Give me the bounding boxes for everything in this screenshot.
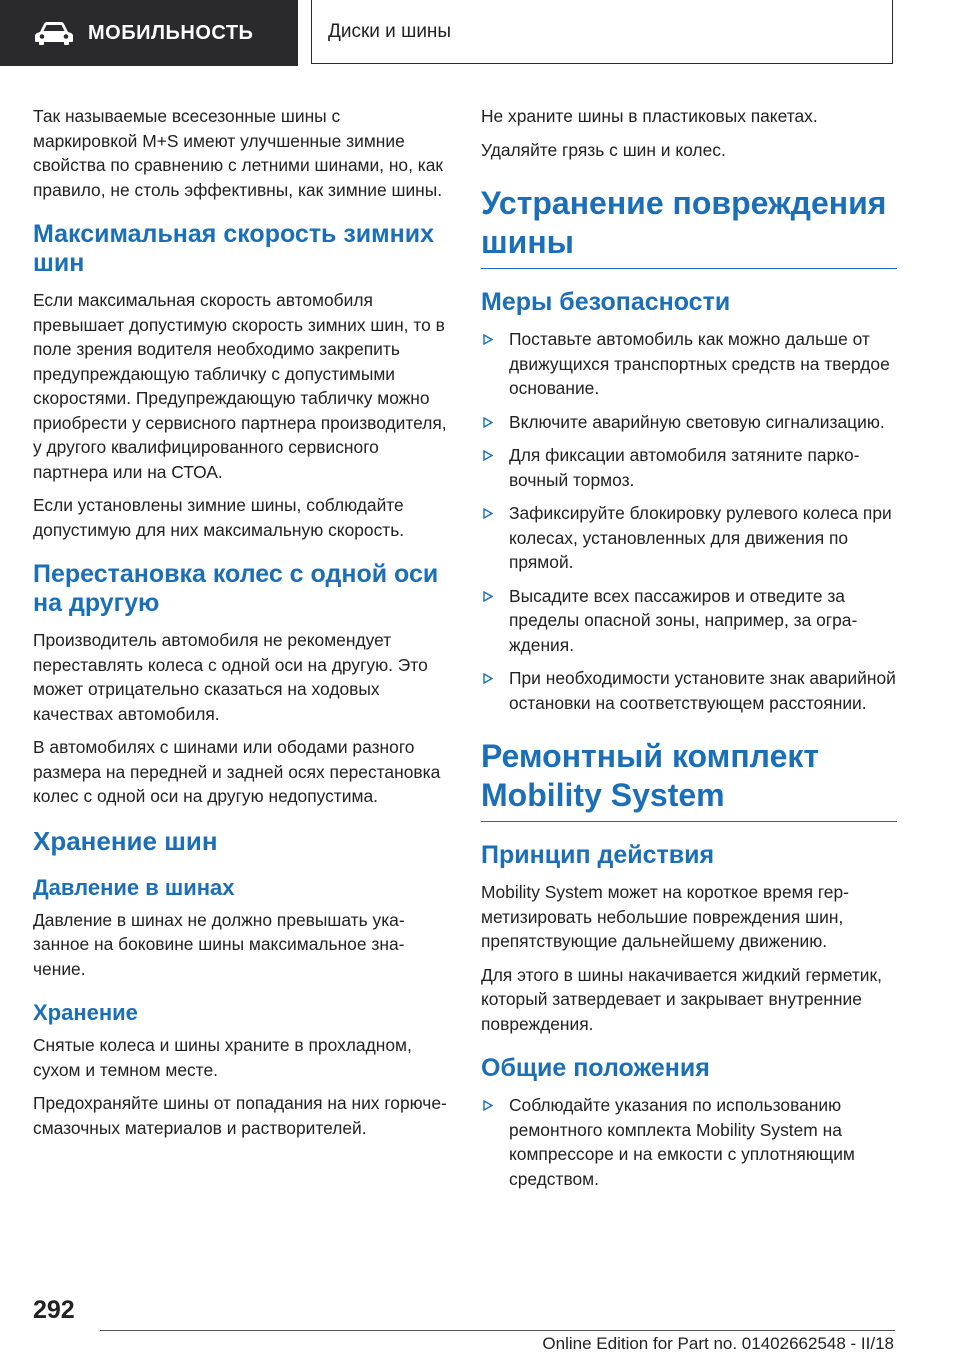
triangle-bullet-icon xyxy=(483,450,493,461)
triangle-bullet-icon xyxy=(483,673,493,684)
heading-tire-pressure: Давление в шинах xyxy=(33,874,235,900)
triangle-bullet-icon xyxy=(483,508,493,519)
paragraph-max-speed-2: Если установлены зимние шины, соблюдайте допустимую для них максимальную скорость. xyxy=(33,495,405,540)
paragraph-tire-pressure: Давление в шинах не должно превышать указанное на боковине шины максимальное значение. xyxy=(33,909,405,979)
paragraph-remove-dirt: Удаляйте грязь с шин и колес. xyxy=(481,139,726,160)
list-item: Зафиксируйте блокировку рулевого колеса при колесах, установленных для движения по прямой. xyxy=(481,501,897,575)
heading-tire-damage-repair: Устранение повреждения шины xyxy=(481,184,897,269)
paragraph-max-speed-1: Если максимальная скорость автомобиля превышает допустимую скорость зимних шин, то в поле зрения водителя необходимо закрепить предупреждающую табличку с допустимыми скоростями. Предупреждающую табличку можно приобрести у сервисного партнера производителя, у другого квалифицированного сервисного партнера или на СТОА. xyxy=(33,290,447,482)
section-tab xyxy=(0,0,298,66)
list-item: Соблюдайте указания по использованию ремонтного комплекта Mobility System на компрессоре и на емкости с уплотняющим средством. xyxy=(481,1093,897,1191)
heading-tire-storage: Хранение шин xyxy=(33,825,218,856)
list-item: Включите аварийную световую сигнализацию. xyxy=(481,410,897,435)
paragraph-no-plastic-bags: Не храните шины в пластиковых пакетах. xyxy=(481,106,818,126)
page-footer xyxy=(0,1290,960,1362)
chapter-title-text: Диски и шины xyxy=(328,20,452,42)
safety-list xyxy=(481,327,897,715)
heading-wheel-rotation: Перестановка колес с одной оси на другую xyxy=(33,560,439,617)
heading-mobility-system: Ремонтный комплект Mobility System xyxy=(481,737,897,822)
heading-operating-principle: Принцип действия xyxy=(481,841,715,869)
footer-divider xyxy=(100,1330,895,1331)
heading-max-speed: Максимальная скорость зимних шин xyxy=(33,220,435,277)
heading-storage: Хранение xyxy=(33,1000,138,1025)
paragraph-rotation-1: Производитель автомобиля не рекомендует переставлять колеса с одной оси на другую. Это может отрицательно сказаться на ходовых качествах автомобиля. xyxy=(33,630,428,724)
triangle-bullet-icon xyxy=(483,1100,493,1111)
chapter-title xyxy=(311,0,893,64)
left-column xyxy=(33,104,448,1149)
right-column xyxy=(481,104,897,1200)
heading-safety-measures: Меры безопасности xyxy=(481,288,731,316)
paragraph-rotation-2: В автомобилях с шинами или ободами разного размера на передней и задней осях перестановка колес с одной оси на другую недопустима. xyxy=(33,737,441,806)
list-item: При необходимости установите знак аварийной остановки на соответствующем расстоянии. xyxy=(481,666,897,715)
paragraph-principle-1: Mobility System может на короткое время герметизировать небольшие повреждения шин, препятствующие дальнейшему движению. xyxy=(481,882,849,951)
car-icon xyxy=(34,20,74,46)
edition-text: Online Edition for Part no. 01402662548 - II/18 xyxy=(542,1334,894,1353)
paragraph-storage-1: Снятые колеса и шины храните в прохладном, сухом и темном месте. xyxy=(33,1035,412,1080)
page-header xyxy=(0,0,960,66)
list-item: Для фиксации автомобиля затяните парковочный тормоз. xyxy=(481,443,897,492)
paragraph-principle-2: Для этого в шины накачивается жидкий герметик, который затвердевает и закрывает внутренние повреждения. xyxy=(481,964,882,1034)
paragraph-all-season: Так называемые всесезонные шины с маркировкой M+S имеют улучшенные зимние свойства по сравнению с летними шинами, но, как правило, не столь эффективны, как зимние шины. xyxy=(33,106,444,200)
triangle-bullet-icon xyxy=(483,417,493,428)
triangle-bullet-icon xyxy=(483,334,493,345)
section-title: МОБИЛЬНОСТЬ xyxy=(88,21,254,44)
page-number: 292 xyxy=(33,1296,75,1324)
heading-general-provisions: Общие положения xyxy=(481,1054,710,1082)
list-item: Высадите всех пассажиров и отведите за пределы опасной зоны, например, за ограждения. xyxy=(481,584,897,658)
paragraph-storage-2: Предохраняйте шины от попадания на них горюче-смазочных материалов и растворителей. xyxy=(33,1093,447,1138)
triangle-bullet-icon xyxy=(483,591,493,602)
general-list xyxy=(481,1093,897,1191)
list-item: Поставьте автомобиль как можно дальше от движущихся транспортных средств на твердое основание. xyxy=(481,327,897,401)
